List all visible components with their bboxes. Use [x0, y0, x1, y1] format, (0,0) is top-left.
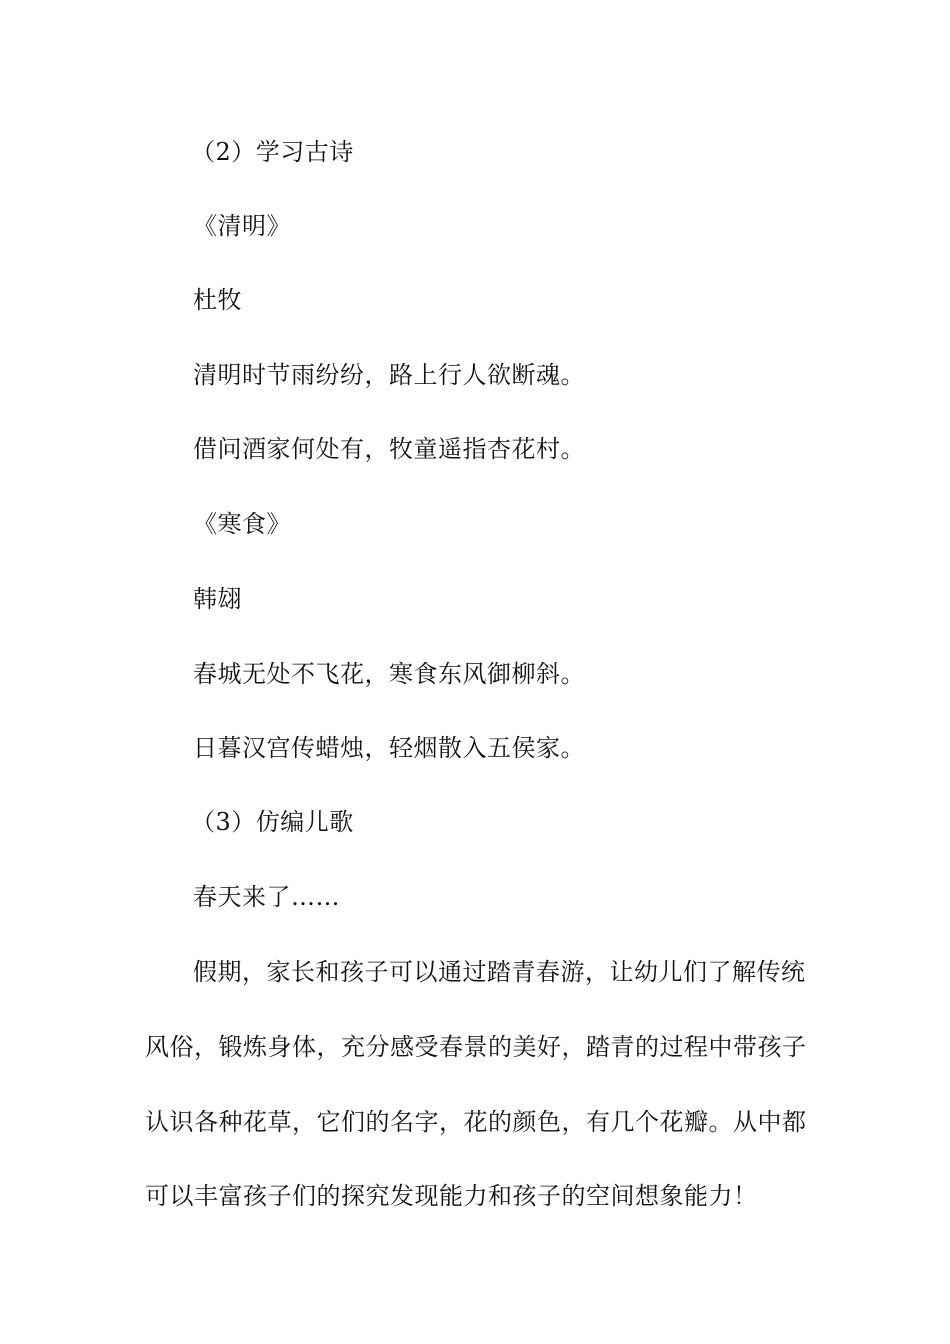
poem-1-author: 杜牧 — [193, 286, 242, 314]
poem-2-title: 《寒食》 — [193, 510, 291, 538]
paragraph-line-2: 风俗，锻炼身体，充分感受春景的美好，踏青的过程中带孩子 — [145, 1033, 807, 1061]
poem-1-title: 《清明》 — [193, 212, 291, 240]
poem-1-line-1: 清明时节雨纷纷，路上行人欲断魂。 — [193, 361, 585, 389]
poem-2-line-2: 日暮汉宫传蜡烛，轻烟散入五侯家。 — [193, 734, 585, 762]
paragraph-line-4: 可以丰富孩子们的探究发现能力和孩子的空间想象能力！ — [145, 1182, 758, 1210]
section-3-heading: （3）仿编儿歌 — [191, 808, 354, 836]
paragraph-line-3: 认识各种花草，它们的名字，花的颜色，有几个花瓣。从中都 — [145, 1108, 807, 1136]
poem-2-line-1: 春城无处不飞花，寒食东风御柳斜。 — [193, 660, 585, 688]
paragraph-line-1: 假期，家长和孩子可以通过踏青春游，让幼儿们了解传统 — [193, 958, 806, 986]
song-line: 春天来了…… — [193, 883, 340, 911]
section-2-heading: （2）学习古诗 — [191, 138, 354, 166]
poem-1-line-2: 借问酒家何处有，牧童遥指杏花村。 — [193, 435, 585, 463]
poem-2-author: 韩翃 — [193, 585, 242, 613]
